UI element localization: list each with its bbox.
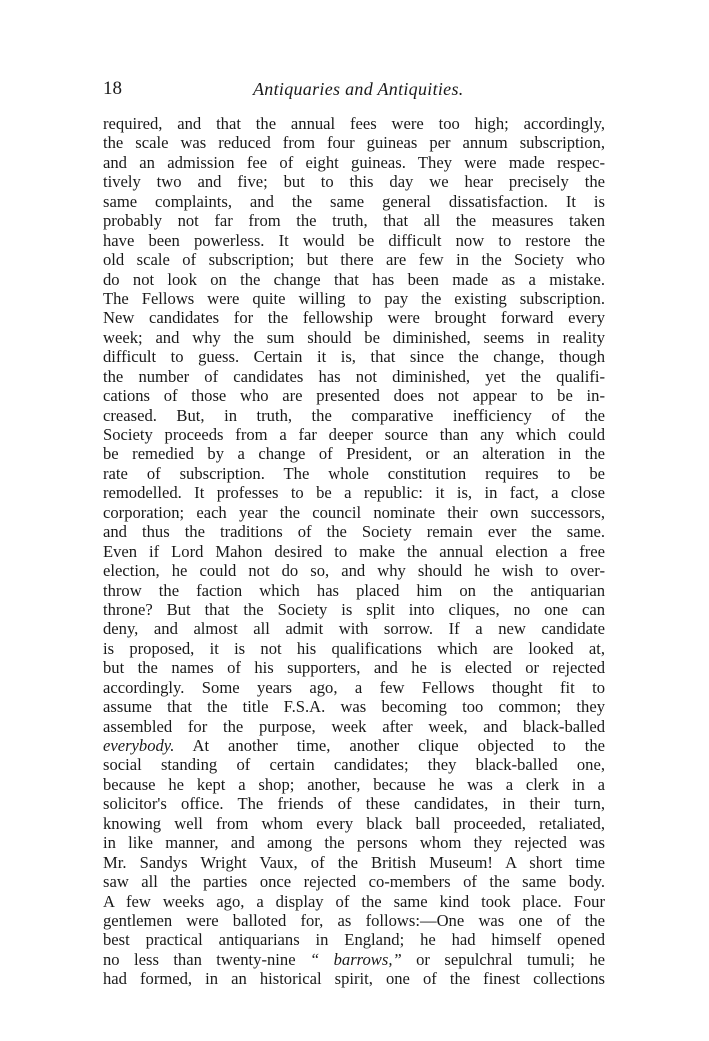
- text-line: [103, 775, 605, 794]
- line-text: Even if Lord Mahon desired to make the annual election a free: [103, 541, 605, 561]
- text-line: [103, 172, 605, 191]
- text-line: [103, 289, 605, 308]
- text-line: [103, 930, 605, 949]
- text-line: [103, 192, 605, 211]
- text-line: [103, 153, 605, 172]
- line-text: At another time, another clique objected to the: [174, 736, 605, 755]
- text-line: [103, 678, 605, 697]
- text-line: [103, 406, 605, 425]
- line-text: difficult to guess. Certain it is, that since the change, though: [103, 347, 605, 367]
- text-line: [103, 911, 605, 930]
- running-head: Antiquaries and Antiquities.: [253, 79, 464, 99]
- line-text: The Fellows were quite willing to pay the existing subscription.: [103, 288, 605, 308]
- line-text: best practical antiquarians in England; he had himself opened: [103, 930, 605, 950]
- text-line: [103, 794, 605, 813]
- line-text: probably not far from the truth, that all the measures taken: [103, 211, 605, 231]
- line-text: same complaints, and the same general dissatisfaction. It is: [103, 191, 605, 211]
- text-line: [103, 211, 605, 230]
- page-header: [103, 77, 605, 101]
- text-line: [103, 755, 605, 774]
- line-text: accordingly. Some years ago, a few Fellows thought fit to: [103, 677, 605, 697]
- line-text: the scale was reduced from four guineas per annum subscription,: [103, 133, 605, 153]
- text-line: [103, 639, 605, 658]
- text-line: [103, 114, 605, 133]
- text-line: [103, 853, 605, 872]
- text-line: [103, 736, 605, 755]
- line-text: have been powerless. It would be difficult now to restore the: [103, 230, 605, 250]
- line-text: in like manner, and among the persons whom they rejected was: [103, 833, 605, 853]
- line-text: Mr. Sandys Wright Vaux, of the British Museum! A short time: [103, 852, 605, 872]
- text-line: [103, 270, 605, 289]
- line-text: solicitor's office. The friends of these candidates, in their turn,: [103, 794, 605, 814]
- line-text: throw the faction which has placed him on the antiquarian: [103, 580, 605, 600]
- text-line: [103, 425, 605, 444]
- line-text: social standing of certain candidates; they black-balled one,: [103, 755, 605, 775]
- text-line: [103, 444, 605, 463]
- line-text: tively two and five; but to this day we hear precisely the: [103, 172, 605, 192]
- text-line: [103, 522, 605, 541]
- line-text: be remedied by a change of President, or an alteration in the: [103, 444, 605, 464]
- line-text: throne? But that the Society is split into cliques, no one can: [103, 599, 605, 619]
- page-number: 18: [103, 78, 122, 99]
- line-text: rate of subscription. The whole constitution requires to be: [103, 463, 605, 483]
- line-text: deny, and almost all admit with sorrow. If a new candidate: [103, 619, 605, 639]
- line-text: remodelled. It professes to be a republic: it is, in fact, a close: [103, 483, 605, 503]
- text-line: [103, 717, 605, 736]
- line-text: and thus the traditions of the Society remain ever the same.: [103, 522, 605, 542]
- line-text: creased. But, in truth, the comparative inefficiency of the: [103, 405, 605, 425]
- line-text: no less than twenty-nine: [103, 949, 310, 969]
- text-line: [103, 892, 605, 911]
- line-text: corporation; each year the council nominate their own successors,: [103, 502, 605, 522]
- text-line: [103, 133, 605, 152]
- line-text: do not look on the change that has been made as a mistake.: [103, 269, 605, 289]
- text-line: [103, 386, 605, 405]
- text-line: [103, 328, 605, 347]
- text-line: [103, 483, 605, 502]
- italic-text: “ barrows,”: [309, 949, 402, 969]
- text-line: [103, 542, 605, 561]
- line-text: had formed, in an historical spirit, one of the finest collections: [103, 969, 605, 989]
- line-text: is proposed, it is not his qualifications which are looked at,: [103, 638, 605, 658]
- line-text: the number of candidates has not diminished, yet the qualifi-: [103, 366, 605, 386]
- text-line: [103, 250, 605, 269]
- line-text: and an admission fee of eight guineas. They were made respec-: [103, 152, 605, 172]
- line-text: cations of those who are presented does not appear to be in-: [103, 386, 605, 406]
- text-line: [103, 464, 605, 483]
- text-line: [103, 561, 605, 580]
- text-line: [103, 814, 605, 833]
- text-line: [103, 231, 605, 250]
- text-line: [103, 969, 605, 988]
- line-text: A few weeks ago, a display of the same kind took place. Four: [103, 891, 605, 911]
- text-line: [103, 600, 605, 619]
- line-text: gentlemen were balloted for, as follows:—One was one of the: [103, 910, 605, 930]
- text-line: [103, 950, 605, 969]
- text-line: [103, 697, 605, 716]
- line-text: old scale of subscription; but there are few in the Society who: [103, 250, 605, 270]
- line-text: knowing well from whom every black ball proceeded, retaliated,: [103, 813, 605, 833]
- line-text: assume that the title F.S.A. was becoming too common; they: [103, 697, 605, 717]
- body-text: [103, 114, 605, 989]
- line-text: or sepulchral tumuli; he: [401, 949, 605, 969]
- text-line: [103, 347, 605, 366]
- line-text: required, and that the annual fees were too high; accordingly,: [103, 114, 605, 133]
- text-line: [103, 619, 605, 638]
- line-text: week; and why the sum should be diminished, seems in reality: [103, 327, 605, 347]
- italic-text: everybody.: [103, 736, 175, 755]
- text-line: [103, 367, 605, 386]
- text-line: [103, 833, 605, 852]
- text-line: [103, 308, 605, 327]
- line-text: New candidates for the fellowship were brought forward every: [103, 308, 605, 328]
- line-text: assembled for the purpose, week after week, and black-balled: [103, 716, 605, 736]
- text-line: [103, 872, 605, 891]
- text-line: [103, 581, 605, 600]
- text-line: [103, 503, 605, 522]
- line-text: saw all the parties once rejected co-members of the same body.: [103, 872, 605, 892]
- line-text: Society proceeds from a far deeper source than any which could: [103, 425, 605, 444]
- line-text: because he kept a shop; another, because he was a clerk in a: [103, 774, 605, 794]
- line-text: but the names of his supporters, and he is elected or rejected: [103, 658, 605, 678]
- line-text: election, he could not do so, and why should he wish to over-: [103, 561, 605, 581]
- text-line: [103, 658, 605, 677]
